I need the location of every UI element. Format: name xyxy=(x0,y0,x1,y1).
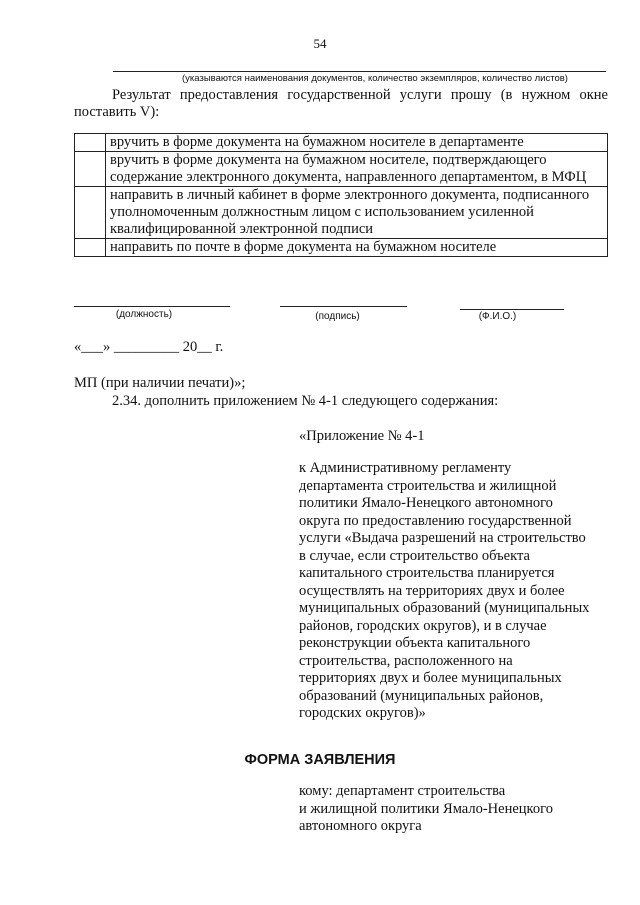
option-checkbox[interactable] xyxy=(75,187,106,239)
appendix-title: «Приложение № 4-1 xyxy=(299,428,425,444)
signature-line xyxy=(280,306,407,307)
addressee-block: кому: департамент строительства и жилищной политики Ямало-Ненецкого автономного округа xyxy=(299,783,553,834)
option-checkbox[interactable] xyxy=(75,134,106,152)
option-label: вручить в форме документа на бумажном носителе, подтверждающего содержание электронного документа, направленного департаментом, в МФЦ xyxy=(106,152,608,187)
position-label: (должность) xyxy=(115,309,173,320)
documents-note: (указываются наименования документов, количество экземпляров, количество листов) xyxy=(182,73,568,84)
option-row xyxy=(75,134,608,152)
date-line: «___» _________ 20__ г. xyxy=(74,339,224,355)
name-label: (Ф.И.О.) xyxy=(478,311,517,322)
option-label: направить по почте в форме документа на бумажном носителе xyxy=(106,239,608,257)
appendix-description: к Административному регламенту департамента строительства и жилищной политики Ямало-Ненецкого автономного округа по предоставлению государственной услуги «Выдача разрешений на строительство в случае, если строительство объекта капитального строительства планируется осуществлять на территориях двух и более муниципальных образований (муниципальных районов, городских округов), и в случае реконструкции объекта капитального строительства, расположенного на территориях двух и более муниципальных образований (муниципальных районов, городских округов)» xyxy=(299,460,590,721)
position-signature-line xyxy=(74,306,230,307)
documents-underline xyxy=(113,71,606,72)
delivery-options-table xyxy=(74,133,608,257)
option-row xyxy=(75,152,608,187)
stamp-note: МП (при наличии печати)»; xyxy=(74,375,246,391)
option-checkbox[interactable] xyxy=(75,152,106,187)
option-label: направить в личный кабинет в форме электронного документа, подписанного уполномоченным должностным лицом с использованием усиленной квалифицированной электронной подписи xyxy=(106,187,608,239)
option-row xyxy=(75,239,608,257)
page-number: 54 xyxy=(313,36,327,51)
name-signature-line xyxy=(460,309,564,310)
option-label: вручить в форме документа на бумажном носителе в департаменте xyxy=(106,134,608,152)
amendment-text: 2.34. дополнить приложением № 4-1 следующего содержания: xyxy=(112,393,499,409)
result-request-text: Результат предоставления государственной услуги прошу (в нужном окне поставить V): xyxy=(74,87,608,120)
option-row xyxy=(75,187,608,239)
signature-label: (подпись) xyxy=(315,311,360,322)
option-checkbox[interactable] xyxy=(75,239,106,257)
form-title: ФОРМА ЗАЯВЛЕНИЯ xyxy=(244,752,396,768)
